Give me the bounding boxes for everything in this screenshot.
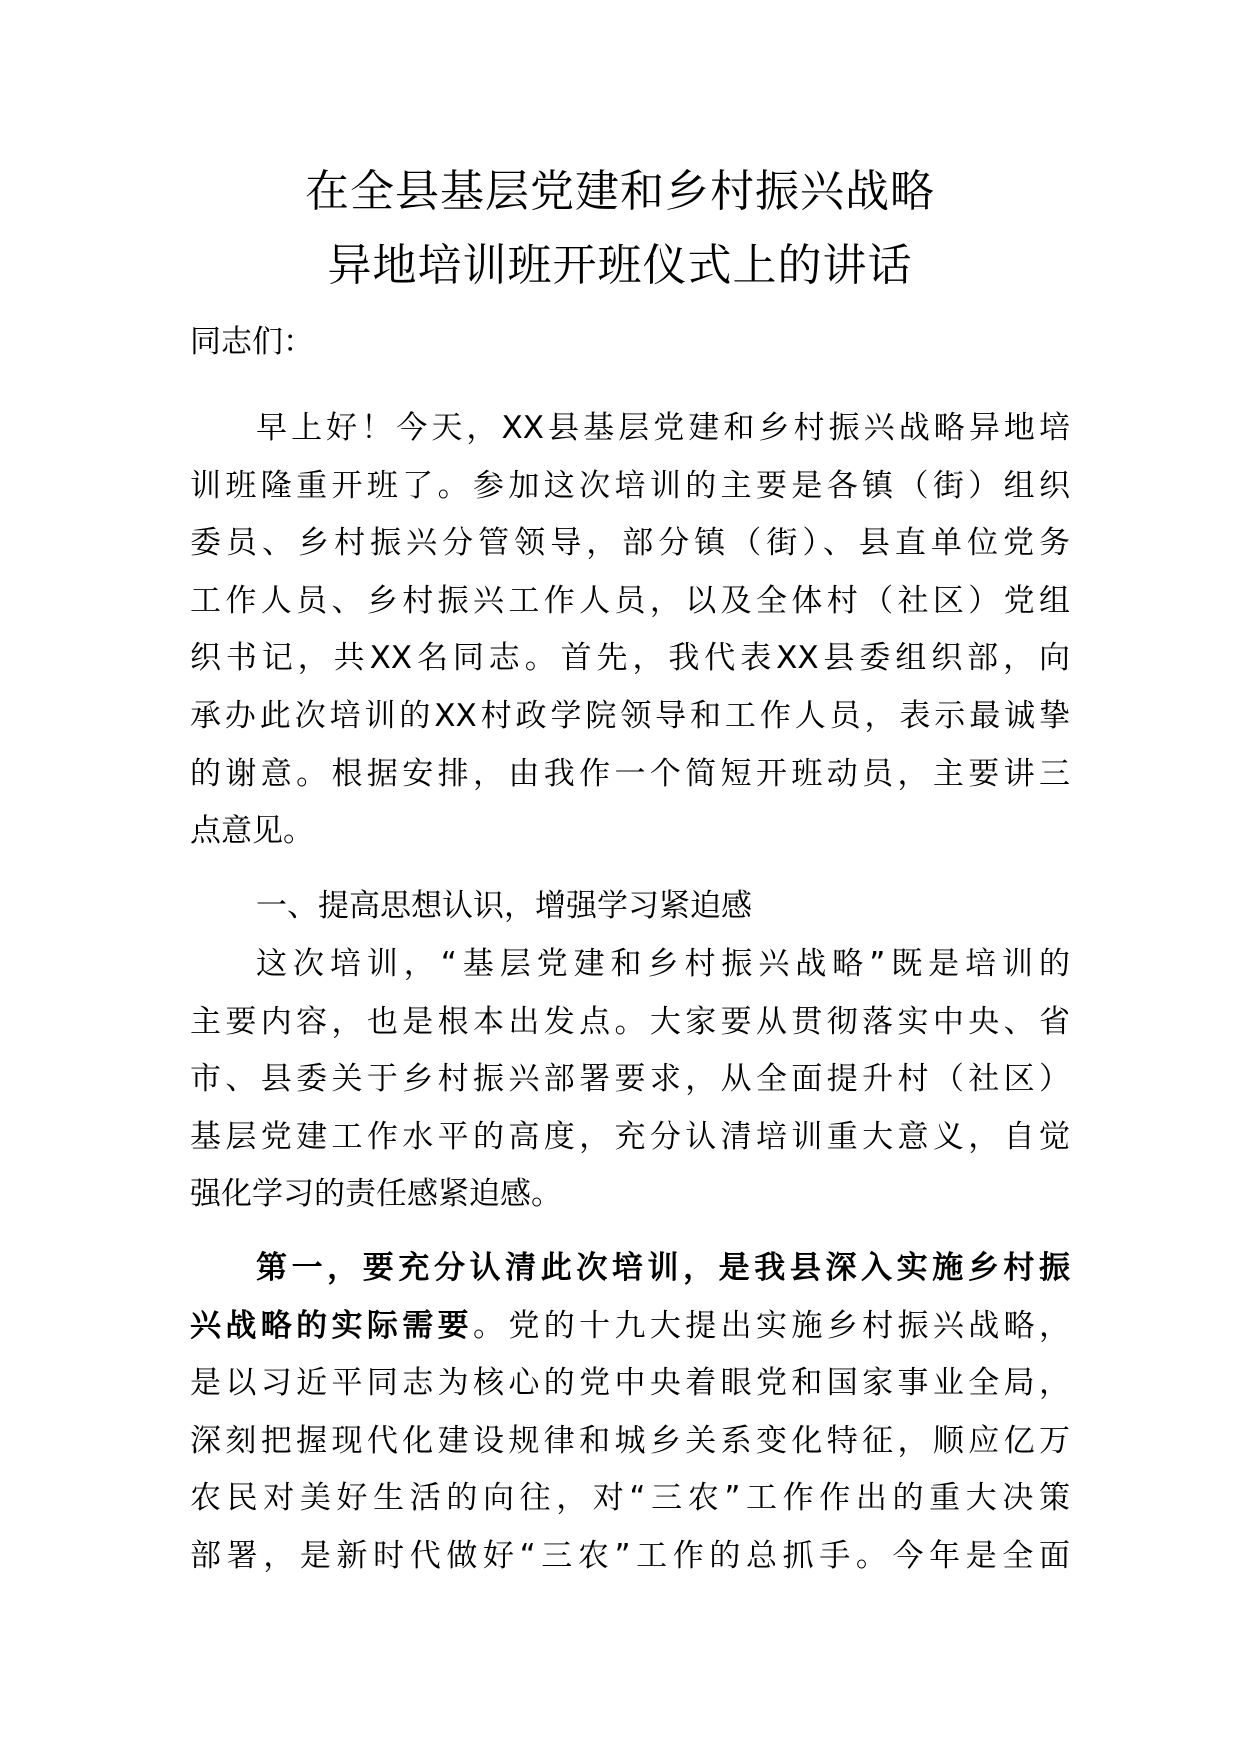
paragraph-line: 早上好！今天，XX县基层党建和乡村振兴战略异地培 <box>256 410 1070 446</box>
paragraph-line: 市、县委关于乡村振兴部署要求，从全面提升村（社区） <box>190 1061 1070 1098</box>
salutation: 同志们： <box>190 324 314 360</box>
paragraph-line: 基层党建工作水平的高度，充分认清培训重大意义，自觉 <box>190 1118 1070 1155</box>
paragraph-line <box>190 1298 1070 1356</box>
paragraph-line: 深刻把握现代化建设规律和城乡关系变化特征，顺应亿万 <box>190 1422 1070 1459</box>
paragraph-line: 的谢意。根据安排，由我作一个简短开班动员，主要讲三 <box>190 755 1070 792</box>
paragraph-line: 主要内容，也是根本出发点。大家要从贯彻落实中央、省 <box>190 1003 1070 1040</box>
paragraph-section-1 <box>190 936 1070 1224</box>
paragraph-line-bold: 第一，要充分认清此次培训，是我县深入实施乡村振 <box>256 1250 1070 1286</box>
paragraph-line: 委员、乡村振兴分管领导，部分镇（街）、县直单位党务 <box>190 525 1070 562</box>
document-title-line-2: 异地培训班开班仪式上的讲话 <box>327 240 913 291</box>
paragraph-line: 这次培训，“基层党建和乡村振兴战略”既是培训的 <box>256 946 1070 982</box>
paragraph-text: 。党的十九大提出实施乡村振兴战略， <box>473 1307 1070 1344</box>
section-heading-text: 一、提高思想认识，增强学习紧迫感 <box>256 888 752 924</box>
paragraph-point-1 <box>190 1240 1070 1586</box>
paragraph-line: 训班隆重开班了。参加这次培训的主要是各镇（街）组织 <box>190 467 1070 504</box>
paragraph-line: 农民对美好生活的向往，对“三农”工作作出的重大决策 <box>190 1480 1070 1517</box>
paragraph-line: 承办此次培训的XX村政学院领导和工作人员，表示最诚挚 <box>190 697 1070 734</box>
paragraph-line: 是以习近平同志为核心的党中央着眼党和国家事业全局， <box>190 1365 1070 1402</box>
paragraph-line: 部署，是新时代做好“三农”工作的总抓手。今年是全面 <box>190 1537 1070 1574</box>
paragraph-opening <box>190 400 1070 861</box>
paragraph-line: 强化学习的责任感紧迫感。 <box>190 1176 562 1213</box>
bold-lead-text: 兴战略的实际需要 <box>190 1307 473 1344</box>
paragraph-line: 点意见。 <box>190 813 314 850</box>
paragraph-line: 工作人员、乡村振兴工作人员，以及全体村（社区）党组 <box>190 582 1070 619</box>
paragraph-line: 织书记，共XX名同志。首先，我代表XX县委组织部，向 <box>190 640 1070 677</box>
section-heading-1 <box>190 878 1070 936</box>
document-title-line-1: 在全县基层党建和乡村振兴战略 <box>305 166 935 217</box>
